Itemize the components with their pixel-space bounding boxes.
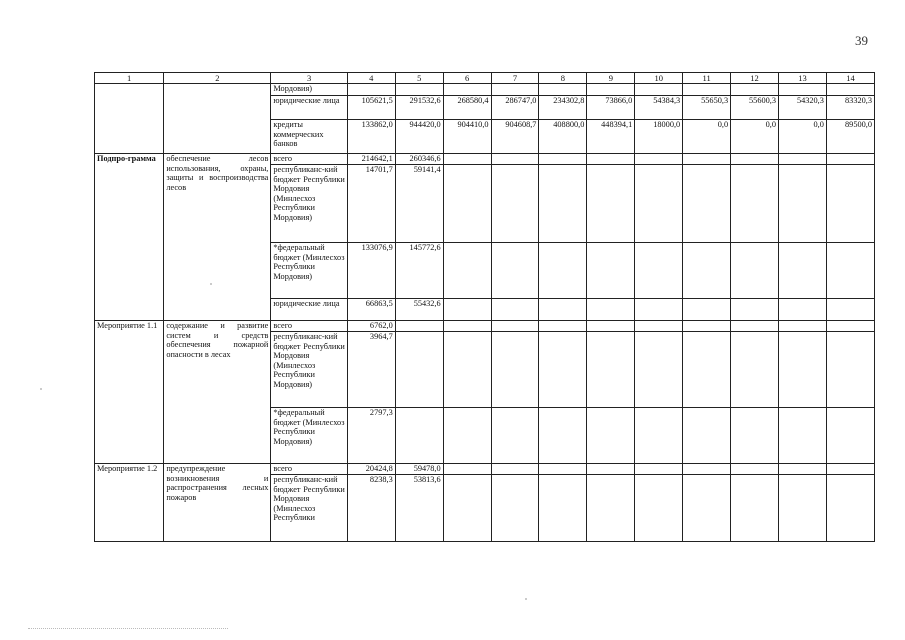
table-row: [95, 464, 875, 475]
value-cell: 18000,0: [635, 120, 683, 154]
value-cell: 260346,6: [395, 154, 443, 165]
program-name-cell: Мероприятие 1.1: [95, 321, 164, 464]
value-cell: 55432,6: [395, 299, 443, 321]
value-cell: 8238,3: [347, 475, 395, 542]
column-number: 9: [587, 73, 635, 84]
column-number: 4: [347, 73, 395, 84]
value-cell: 133076,9: [347, 243, 395, 299]
column-number: 8: [539, 73, 587, 84]
program-description-cell: содержание и развитие систем и средств обеспечения пожарной опасности в лесах: [164, 321, 271, 464]
value-cell: 105621,5: [347, 96, 395, 120]
funding-source-cell: республиканс-кий бюджет Республики Мордовия (Минлесхоз Республики Мордовия): [271, 165, 347, 243]
scan-speck: [525, 598, 527, 600]
value-cell: 14701,7: [347, 165, 395, 243]
program-name-cell: Мероприятие 1.2: [95, 464, 164, 542]
funding-source-cell: республиканс-кий бюджет Республики Мордовия (Минлесхоз Республики: [271, 475, 347, 542]
funding-source-cell: *федеральный бюджет (Минлесхоз Республики Мордовия): [271, 243, 347, 299]
value-cell: 2797,3: [347, 408, 395, 464]
value-cell: 66863,5: [347, 299, 395, 321]
value-cell: 55600,3: [731, 96, 779, 120]
column-number: 12: [731, 73, 779, 84]
scan-speck: [40, 388, 42, 390]
funding-source-cell: кредиты коммерческих банков: [271, 120, 347, 154]
program-description-cell: предупреждение возникновения и распространения лесных пожаров: [164, 464, 271, 542]
scan-artifact-line: [28, 628, 228, 629]
value-cell: 73866,0: [587, 96, 635, 120]
budget-table: [94, 72, 875, 542]
funding-source-cell: юридические лица: [271, 96, 347, 120]
value-cell: 89500,0: [826, 120, 874, 154]
value-cell: 59141,4: [395, 165, 443, 243]
column-number-row: [95, 73, 875, 84]
value-cell: 59478,0: [395, 464, 443, 475]
value-cell: 0,0: [779, 120, 827, 154]
funding-source-cell: Мордовия): [271, 84, 347, 96]
funding-source-cell: всего: [271, 154, 347, 165]
value-cell: 83320,3: [826, 96, 874, 120]
table-row: [95, 84, 875, 96]
value-cell: 268580,4: [443, 96, 491, 120]
value-cell: 3964,7: [347, 332, 395, 408]
value-cell: 448394,1: [587, 120, 635, 154]
column-number: 10: [635, 73, 683, 84]
value-cell: 20424,8: [347, 464, 395, 475]
value-cell: 133862,0: [347, 120, 395, 154]
value-cell: 55650,3: [683, 96, 731, 120]
page-number: 39: [855, 33, 868, 48]
table-row: [95, 321, 875, 332]
value-cell: 904410,0: [443, 120, 491, 154]
table-row: [95, 154, 875, 165]
value-cell: 286747,0: [491, 96, 539, 120]
column-number: 14: [826, 73, 874, 84]
value-cell: 944420,0: [395, 120, 443, 154]
column-number: 11: [683, 73, 731, 84]
funding-source-cell: всего: [271, 464, 347, 475]
funding-source-cell: всего: [271, 321, 347, 332]
column-number: 1: [95, 73, 164, 84]
value-cell: 53813,6: [395, 475, 443, 542]
value-cell: 408800,0: [539, 120, 587, 154]
value-cell: 54384,3: [635, 96, 683, 120]
column-number: 6: [443, 73, 491, 84]
program-description-cell: обеспечение лесов использования, охраны, защиты и воспроизводства лесов: [164, 154, 271, 321]
column-number: 2: [164, 73, 271, 84]
value-cell: 145772,6: [395, 243, 443, 299]
value-cell: 54320,3: [779, 96, 827, 120]
value-cell: 0,0: [731, 120, 779, 154]
value-cell: 6762,0: [347, 321, 395, 332]
value-cell: 234302,8: [539, 96, 587, 120]
column-number: 5: [395, 73, 443, 84]
column-number: 13: [779, 73, 827, 84]
column-number: 3: [271, 73, 347, 84]
value-cell: 214642,1: [347, 154, 395, 165]
value-cell: 0,0: [683, 120, 731, 154]
program-name-cell: [95, 84, 164, 154]
scan-speck: [210, 283, 212, 285]
value-cell: 904608,7: [491, 120, 539, 154]
funding-source-cell: республиканс-кий бюджет Республики Мордовия (Минлесхоз Республики Мордовия): [271, 332, 347, 408]
funding-source-cell: *федеральный бюджет (Минлесхоз Республики Мордовия): [271, 408, 347, 464]
program-description-cell: [164, 84, 271, 154]
value-cell: 291532,6: [395, 96, 443, 120]
column-number: 7: [491, 73, 539, 84]
program-name-cell: Подпро-грамма: [95, 154, 164, 321]
funding-source-cell: юридические лица: [271, 299, 347, 321]
